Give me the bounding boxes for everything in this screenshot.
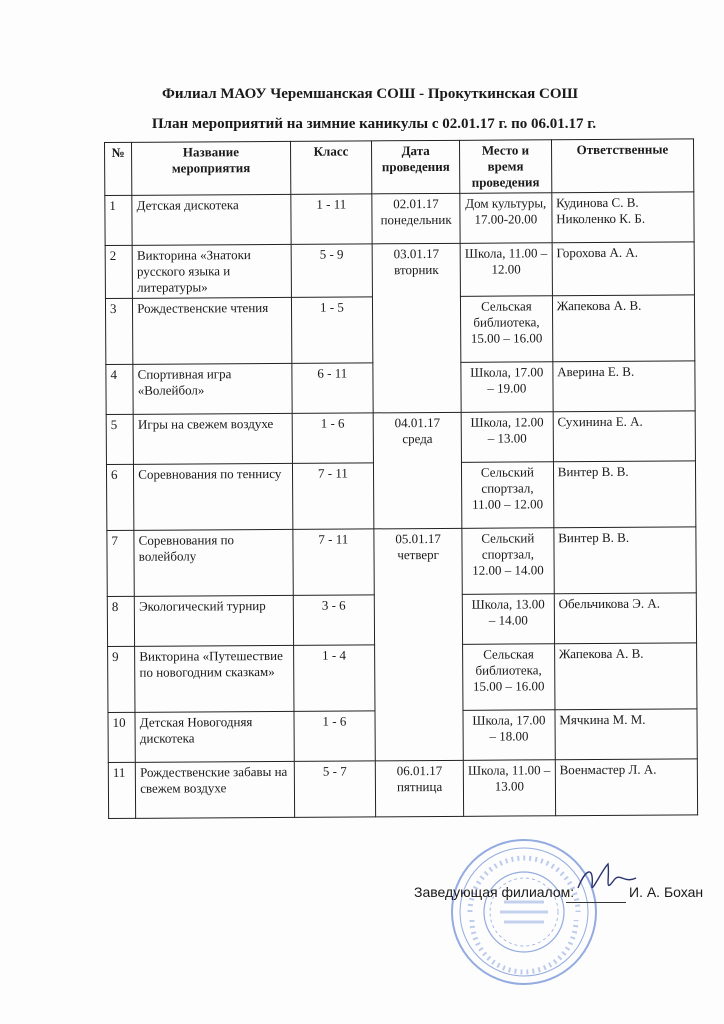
row-class: 1 - 11 — [290, 194, 372, 244]
row-class: 6 - 11 — [291, 363, 373, 413]
table-row — [105, 242, 694, 299]
row-place: Дом культуры, 17.00-20.00 — [460, 193, 552, 244]
row-class: 5 - 7 — [294, 761, 376, 817]
row-event: Детская дискотека — [132, 194, 291, 245]
row-event: Экологический турнир — [134, 595, 293, 646]
row-responsible: Сухинина Е. А. — [553, 411, 696, 462]
row-event: Викторина «Знатоки русского языка и литературы» — [132, 244, 291, 298]
row-num: 5 — [106, 414, 134, 464]
row-place: Школа, 11.00 – 12.00 — [460, 243, 552, 297]
row-event: Спортивная игра «Волейбол» — [133, 363, 292, 414]
school-title: Филиал МАОУ Черемшанская СОШ - Прокуткинская СОШ — [162, 86, 578, 102]
table-row — [105, 192, 694, 246]
row-class: 3 - 6 — [293, 595, 375, 645]
row-responsible: Мячкина М. М. — [555, 709, 698, 760]
row-class: 1 - 4 — [293, 645, 375, 711]
row-date: 06.01.17 пятница — [376, 760, 464, 817]
row-event: Игры на свежем воздухе — [133, 413, 292, 464]
row-event: Рождественские чтения — [133, 297, 292, 364]
table-row — [106, 411, 695, 465]
row-responsible: Кудинова С. В. Николенко К. Б. — [552, 192, 695, 243]
row-num: 9 — [108, 646, 136, 712]
row-num: 6 — [106, 464, 134, 530]
events-table — [104, 138, 698, 819]
row-responsible: Горохова А. А. — [552, 242, 695, 296]
row-place: Школа, 12.00 – 13.00 — [461, 412, 553, 463]
plan-title: План мероприятий на зимние каникулы с 02.01.17 г. по 06.01.17 г. — [151, 116, 597, 132]
row-place: Школа, 11.00 – 13.00 — [463, 760, 555, 817]
row-date: 05.01.17 четверг — [374, 528, 463, 761]
signature-label: Заведующая филиалом: — [414, 884, 575, 900]
row-num: 7 — [107, 530, 135, 596]
row-place: Сельский спортзал, 11.00 – 12.00 — [461, 462, 553, 529]
row-class: 7 - 11 — [292, 529, 374, 595]
row-num: 8 — [107, 596, 135, 646]
row-place: Сельская библиотека, 15.00 – 16.00 — [463, 644, 555, 711]
row-num: 11 — [108, 762, 136, 818]
header-responsible: Ответственные — [551, 139, 694, 193]
header-place: Место и время проведения — [459, 140, 551, 194]
signer-name: И. А. Бохан — [629, 884, 704, 900]
row-num: 1 — [105, 195, 133, 245]
table-header-row — [105, 139, 694, 196]
row-responsible: Обельчикова Э. А. — [554, 593, 697, 644]
row-place: Сельская библиотека, 15.00 – 16.00 — [460, 296, 552, 363]
row-event: Соревнования по теннису — [134, 463, 293, 530]
row-class: 7 - 11 — [292, 463, 374, 529]
row-event: Рождественские забавы на свежем воздухе — [136, 761, 295, 818]
row-place: Школа, 17.00 – 18.00 — [463, 710, 555, 761]
row-num: 4 — [106, 364, 134, 414]
header-num: № — [105, 142, 133, 195]
table-row — [108, 759, 697, 819]
row-date: 02.01.17 понедельник — [372, 193, 460, 244]
table-row — [107, 527, 696, 597]
row-responsible: Военмастер Л. А. — [555, 759, 698, 816]
row-num: 3 — [105, 298, 133, 364]
row-responsible: Жапекова А. В. — [552, 295, 695, 362]
row-place: Школа, 17.00 – 19.00 — [461, 362, 553, 413]
row-num: 2 — [105, 245, 133, 298]
row-date: 04.01.17 среда — [373, 412, 461, 529]
row-responsible: Жапекова А. В. — [554, 643, 697, 710]
row-place: Сельский спортзал, 12.00 – 14.00 — [462, 528, 554, 595]
header-class: Класс — [290, 141, 372, 194]
row-place: Школа, 13.00 – 14.00 — [462, 594, 554, 645]
row-class: 1 - 6 — [294, 711, 376, 761]
row-responsible: Винтер В. В. — [553, 461, 696, 528]
row-responsible: Аверина Е. В. — [553, 361, 696, 412]
row-responsible: Винтер В. В. — [554, 527, 697, 594]
row-date: 03.01.17 вторник — [372, 243, 461, 413]
row-event: Викторина «Путешествие по новогодним сказкам» — [135, 645, 294, 712]
signature-line — [566, 902, 626, 903]
row-class: 1 - 5 — [291, 297, 373, 363]
row-event: Детская Новогодняя дискотека — [135, 711, 294, 762]
row-event: Соревнования по волейболу — [134, 529, 293, 596]
header-name: Название мероприятия — [132, 141, 291, 195]
row-class: 5 - 9 — [291, 244, 373, 297]
header-date: Дата проведения — [372, 140, 460, 194]
row-num: 10 — [108, 712, 136, 762]
row-class: 1 - 6 — [292, 413, 374, 463]
